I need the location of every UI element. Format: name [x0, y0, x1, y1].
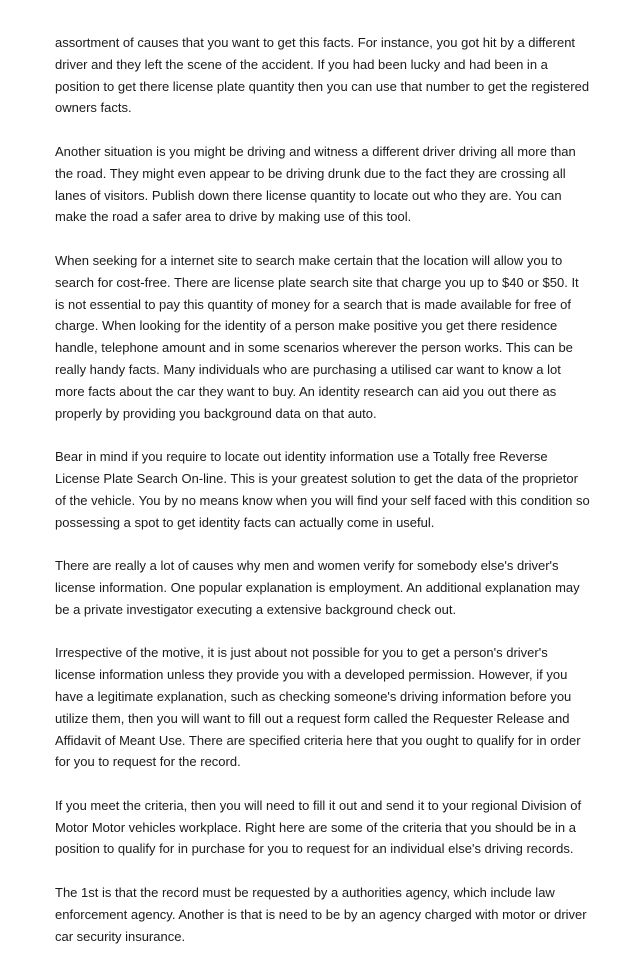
text-line: The 1st is that the record must be requested by a authorities agency, which include law	[55, 885, 555, 901]
text-line: Bear in mind if you require to locate out identity information use a Totally free Reverse	[55, 449, 548, 465]
text-line: really handy facts. Many individuals who are purchasing a utilised car want to know a lot	[55, 361, 561, 377]
text-line: Another situation is you might be driving and witness a different driver driving all more than	[55, 143, 576, 159]
text-line: handle, telephone amount and in some scenarios wherever the person works. This can be	[55, 340, 573, 356]
text-line: possessing a spot to get identity facts can actually come in useful.	[55, 514, 435, 530]
document-page	[55, 32, 590, 969]
text-line: the road. They might even appear to be driving drunk due to the fact they are crossing all	[55, 165, 566, 181]
text-line: Motor Motor vehicles workplace. Right here are some of the criteria that you should be in a	[55, 819, 576, 835]
text-line: position to get there license plate quantity then you can use that number to get the registered	[55, 78, 590, 94]
paragraph	[55, 555, 590, 620]
paragraph	[55, 882, 590, 947]
text-line: enforcement agency. Another is that is need to be by an agency charged with motor or driver	[55, 906, 587, 922]
text-line: assortment of causes that you want to get this facts. For instance, you got hit by a different	[55, 35, 576, 50]
text-line: make the road a safer area to drive by making use of this tool.	[55, 209, 412, 225]
text-line: If you meet the criteria, then you will need to fill it out and send it to your regional Division of	[55, 797, 582, 813]
text-line: is not essential to pay this quantity of money for a search that is made available for free of	[55, 296, 571, 312]
text-line: of the vehicle. You by no means know when you will find your self faced with this condition so	[55, 492, 590, 508]
text-line: be a private investigator executing a extensive background check out.	[55, 601, 457, 617]
text-line: Affidavit of Meant Use. There are specified criteria here that you ought to qualify for in order	[55, 732, 581, 748]
text-line: license information unless they provide you with a developed permission. However, if you	[55, 667, 568, 683]
paragraph	[55, 446, 590, 533]
text-line: charge. When looking for the identity of a person make positive you get there residence	[55, 318, 558, 334]
paragraph	[55, 250, 590, 424]
text-line: have a legitimate explanation, such as checking someone's driving information before you	[55, 688, 572, 704]
paragraph	[55, 795, 590, 860]
text-line: properly by providing you background data on that auto.	[55, 405, 377, 421]
text-line: search for cost-free. There are license plate search site that charge you up to $40 or $50. It	[55, 274, 579, 290]
text-line: driver and they left the scene of the accident. If you had been lucky and had been in a	[55, 56, 548, 72]
text-line: There are really a lot of causes why men and women verify for somebody else's driver's	[55, 558, 559, 574]
text-line: lanes of visitors. Publish down there license quantity to locate out who they are. You can	[55, 187, 562, 203]
text-line: owners facts.	[55, 100, 132, 116]
paragraph	[55, 32, 590, 119]
text-line: car security insurance.	[55, 928, 186, 944]
paragraph	[55, 642, 590, 773]
text-line: more facts about the car they want to buy. An identity research can aid you out there as	[55, 383, 557, 399]
text-line: When seeking for a internet site to search make certain that the location will allow you to	[55, 252, 563, 268]
text-line: license information. One popular explanation is employment. An additional explanation may	[55, 579, 580, 595]
text-line: utilize them, then you will want to fill out a request form called the Requester Release and	[55, 710, 570, 726]
text-line: License Plate Search On-line. This is your greatest solution to get the data of the proprietor	[55, 470, 578, 486]
paragraph	[55, 141, 590, 228]
text-line: Irrespective of the motive, it is just about not possible for you to get a person's driver's	[55, 645, 548, 661]
text-line: position to qualify for in purchase for you to request for an individual else's driving records.	[55, 841, 574, 857]
text-line: for you to request for the record.	[55, 754, 241, 770]
